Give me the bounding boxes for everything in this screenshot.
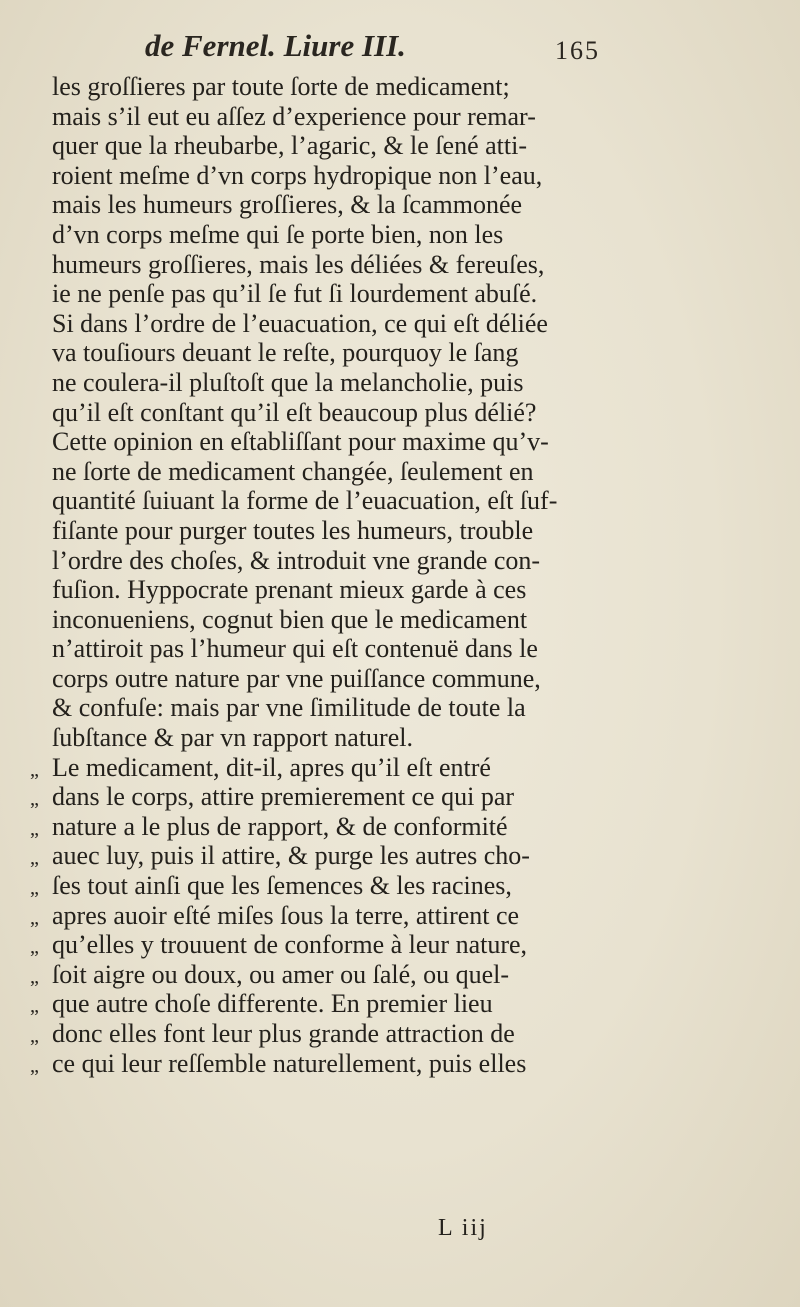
text-line-content: donc elles font leur plus grande attraction de xyxy=(52,1019,515,1048)
text-line-content: mais les humeurs groſſieres, & la ſcammonée xyxy=(52,190,523,220)
text-line xyxy=(52,309,772,339)
text-line-content: nature a le plus de rapport, & de conformité xyxy=(52,811,508,841)
text-line-content: ie ne penſe pas qu’il ſe fut ſi lourdement abuſé. xyxy=(52,279,538,309)
text-line xyxy=(52,131,772,161)
text-line xyxy=(52,190,772,220)
text-line-content: n’attiroit pas l’humeur qui eſt contenuë dans le xyxy=(52,634,538,664)
signature-mark: L iij xyxy=(438,1215,488,1241)
text-line: „ nature a le plus de rapport, & de conformité xyxy=(30,811,508,841)
text-line-content: va touſiours deuant le reſte, pourquoy le ſang xyxy=(52,338,519,368)
text-line-content: Cette opinion en eſtabliſſant pour maxime qu’v- xyxy=(52,427,549,457)
text-line-content: apres auoir eſté miſes ſous la terre, attirent ce xyxy=(52,900,520,930)
text-line: „ ce qui leur reſſemble naturellement, puis elles xyxy=(30,1048,527,1078)
text-line xyxy=(52,427,772,457)
text-line xyxy=(52,250,772,280)
text-line-content: quer que la rheubarbe, l’agaric, & le ſené atti- xyxy=(52,131,527,161)
text-line: „ donc elles font leur plus grande attraction de xyxy=(30,1019,515,1048)
text-line-content: fiſante pour purger toutes les humeurs, trouble xyxy=(52,515,534,545)
text-line-content: & confuſe: mais par vne ſimilitude de toute la xyxy=(52,693,526,723)
text-line-content: l’ordre des choſes, & introduit vne grande con- xyxy=(52,545,541,575)
text-line-content: roient meſme d’vn corps hydropique non l’eau, xyxy=(52,160,543,190)
text-line-content: ne ſorte de medicament changée, ſeulement en xyxy=(52,456,534,486)
text-line xyxy=(52,368,772,398)
running-title: de Fernel. Liure III. xyxy=(145,28,406,63)
text-line: „ qu’elles y trouuent de conforme à leur nature, xyxy=(30,930,528,960)
body-text xyxy=(30,72,772,1078)
text-line xyxy=(52,546,772,576)
text-line: „ que autre choſe differente. En premier lieu xyxy=(30,989,493,1019)
text-line-content: fuſion. Hyppocrate prenant mieux garde à ces xyxy=(52,575,527,605)
text-line-content: ſes tout ainſi que les ſemences & les racines, xyxy=(52,871,512,901)
text-line xyxy=(52,338,772,368)
text-line-content: quantité ſuiuant la forme de l’euacuation, eſt ſuf- xyxy=(52,486,558,516)
text-line-content: inconueniens, cognut bien que le medicament xyxy=(52,604,528,634)
text-line xyxy=(52,279,772,309)
text-line xyxy=(52,220,772,250)
text-line xyxy=(52,161,772,191)
text-line xyxy=(52,634,772,664)
text-line-content: ce qui leur reſſemble naturellement, puis elles xyxy=(52,1048,527,1078)
text-line xyxy=(52,575,772,605)
page-number: 165 xyxy=(555,36,600,65)
text-line-content: mais s’il eut eu aſſez d’experience pour remar- xyxy=(52,101,536,131)
text-line-content: ſubſtance & par vn rapport naturel. xyxy=(52,723,413,753)
text-line-content: ſoit aigre ou doux, ou amer ou ſalé, ou quel- xyxy=(52,959,510,989)
text-line-content: qu’elles y trouuent de conforme à leur nature, xyxy=(52,930,528,960)
text-line xyxy=(52,693,772,723)
running-header xyxy=(145,28,665,68)
text-line-content: d’vn corps meſme qui ſe porte bien, non les xyxy=(52,219,504,249)
text-line-content: les groſſieres par toute ſorte de medicament; xyxy=(52,72,510,101)
text-line xyxy=(52,457,772,487)
text-line xyxy=(52,723,772,753)
text-line: „ ſoit aigre ou doux, ou amer ou ſalé, ou quel- xyxy=(30,959,510,989)
text-line-content: Si dans l’ordre de l’euacuation, ce qui eſt déliée xyxy=(52,308,548,338)
text-line xyxy=(52,605,772,635)
text-line: „ Le medicament, dit-il, apres qu’il eſt entré xyxy=(30,752,491,782)
text-line xyxy=(52,516,772,546)
text-line: „ dans le corps, attire premierement ce qui par xyxy=(30,782,515,812)
text-line-content: humeurs groſſieres, mais les déliées & fereuſes, xyxy=(52,249,545,279)
text-line: „ apres auoir eſté miſes ſous la terre, attirent ce xyxy=(30,900,520,930)
text-line: „ ſes tout ainſi que les ſemences & les racines, xyxy=(30,871,512,901)
text-line xyxy=(52,398,772,428)
text-line-content: corps outre nature par vne puiſſance commune, xyxy=(52,663,541,693)
text-line xyxy=(52,72,772,102)
text-line xyxy=(52,102,772,132)
text-line-content: que autre choſe differente. En premier lieu xyxy=(52,989,493,1019)
text-line-content: qu’il eſt conſtant qu’il eſt beaucoup plus délié? xyxy=(52,397,537,427)
text-line-content: ne coulera-il pluſtoſt que la melancholie, puis xyxy=(52,367,524,397)
text-line: „ auec luy, puis il attire, & purge les autres cho- xyxy=(30,841,530,871)
text-line xyxy=(52,664,772,694)
text-line-content: dans le corps, attire premierement ce qui par xyxy=(52,782,515,812)
text-line xyxy=(52,486,772,516)
text-line-content: Le medicament, dit-il, apres qu’il eſt entré xyxy=(52,752,491,782)
text-line-content: auec luy, puis il attire, & purge les autres cho- xyxy=(52,841,530,871)
